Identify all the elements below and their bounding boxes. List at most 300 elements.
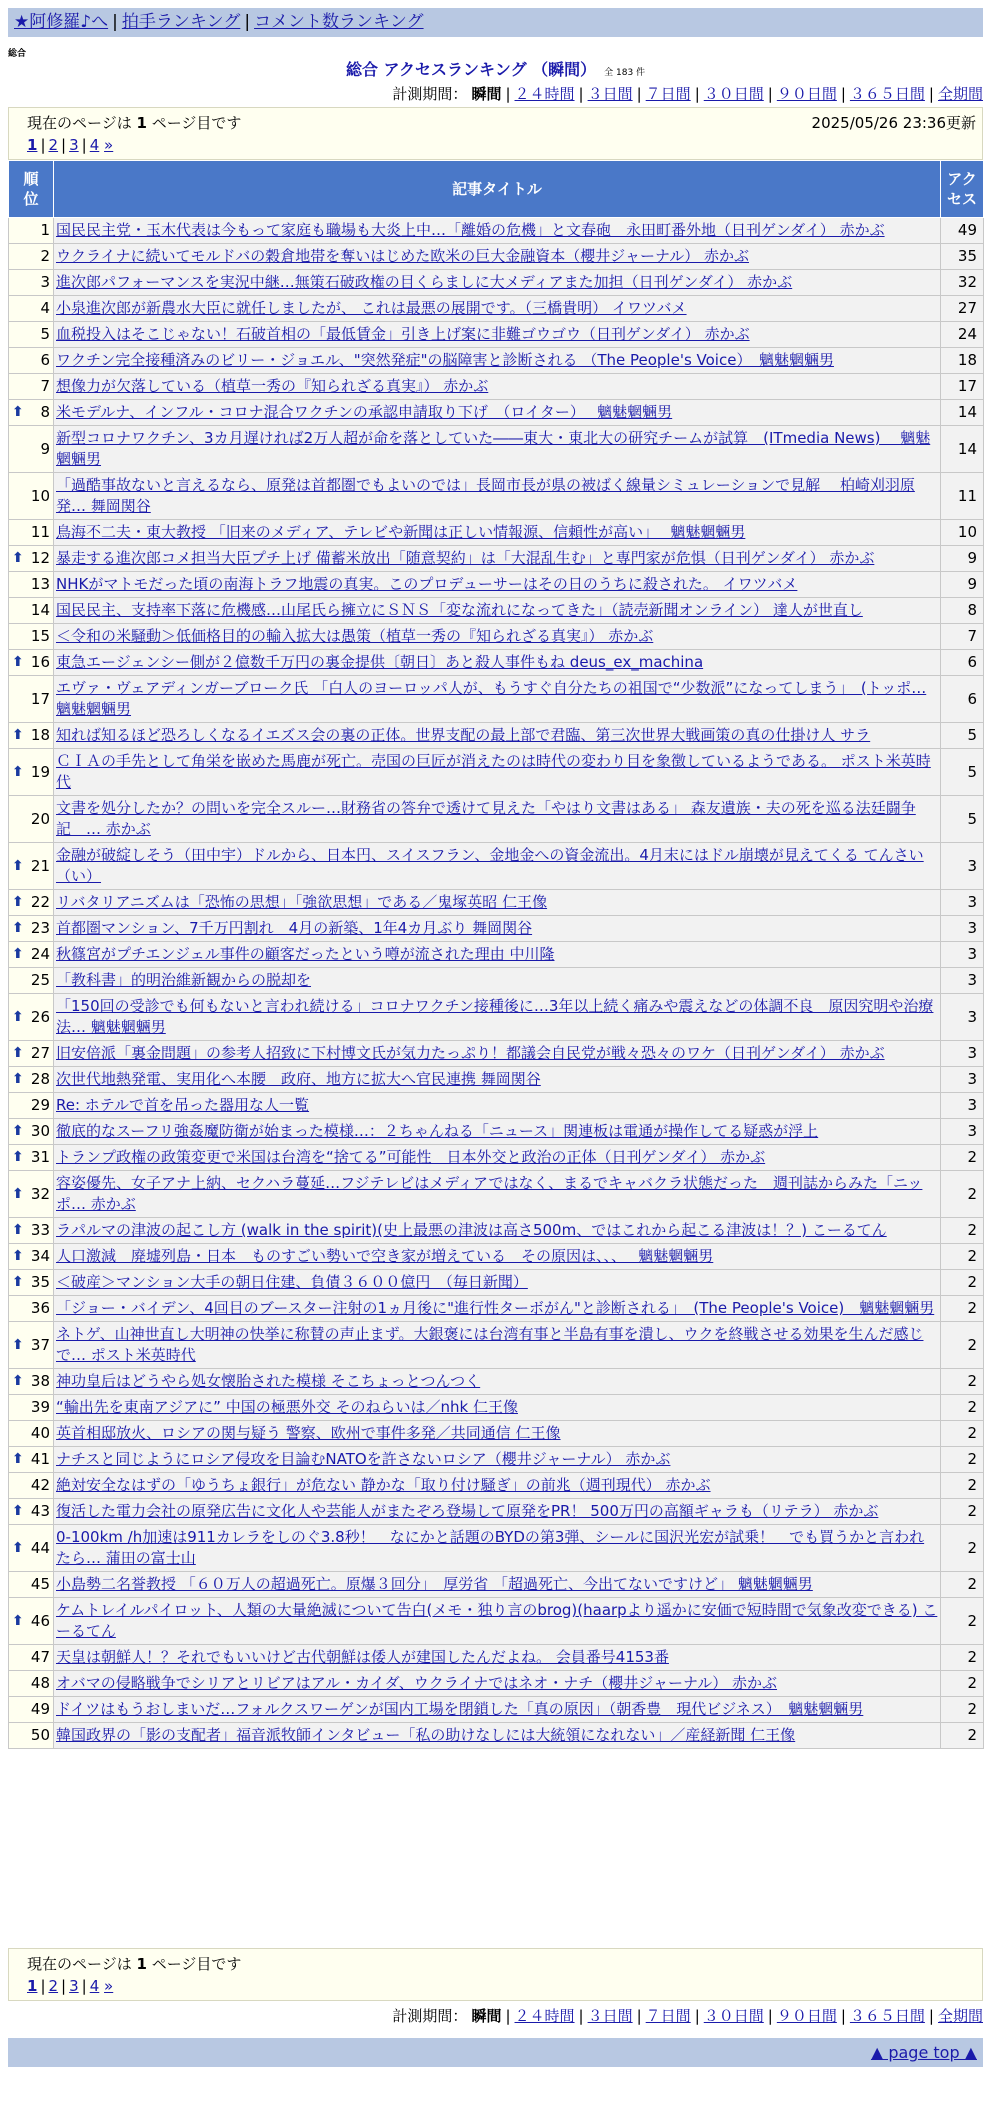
title-cell bbox=[54, 546, 941, 572]
rank-up-arrow-icon: ⬆ bbox=[12, 1248, 24, 1264]
period-selector-top bbox=[392, 84, 983, 104]
rank-up-arrow-icon: ⬆ bbox=[12, 1045, 24, 1061]
table-row bbox=[9, 1598, 984, 1645]
access-count: 2 bbox=[941, 1598, 984, 1645]
table-row bbox=[9, 624, 984, 650]
access-count: 3 bbox=[941, 1041, 984, 1067]
period-separator: | bbox=[840, 85, 846, 103]
title-cell bbox=[54, 1447, 941, 1473]
article-title-link[interactable]: 暴走する進次郎コメ担当大臣プチ上げ 備蓄米放出「随意契約」は「大混乱生む」と専門家が危惧（日刊ゲンダイ） 赤かぶ bbox=[56, 549, 875, 567]
access-count: 11 bbox=[941, 473, 984, 520]
rank-cell bbox=[9, 1244, 54, 1270]
rank-up-arrow-icon: ⬆ bbox=[12, 1539, 24, 1556]
article-title-link[interactable]: 米モデルナ、インフル・コロナ混合ワクチンの承認申請取り下げ （ロイター） 魑魅魍魎男 bbox=[56, 403, 673, 421]
article-title-link[interactable]: 血税投入はそこじゃない！石破首相の「最低賃金」引き上げ案に非難ゴウゴウ（日刊ゲンダイ） 赤かぶ bbox=[56, 325, 750, 343]
rank-number: 8 bbox=[40, 403, 50, 421]
period-option-link[interactable]: ９０日間 bbox=[776, 85, 837, 103]
title-cell bbox=[54, 890, 941, 916]
title-cell bbox=[54, 1723, 941, 1749]
rank-number: 1 bbox=[40, 221, 50, 239]
title-cell bbox=[54, 1067, 941, 1093]
article-title-link[interactable]: 天皇は朝鮮人！？それでもいいけど古代朝鮮は倭人が建国したんだよね。 会員番号4153番 bbox=[56, 1648, 669, 1666]
period-option-link[interactable]: ３日間 bbox=[587, 2007, 633, 2025]
table-row bbox=[9, 473, 984, 520]
rank-number: 30 bbox=[30, 1122, 50, 1140]
rank-number: 25 bbox=[30, 971, 50, 989]
rank-cell bbox=[9, 1171, 54, 1218]
pager-top bbox=[8, 107, 983, 160]
table-row bbox=[9, 296, 984, 322]
table-row bbox=[9, 1218, 984, 1244]
title-cell bbox=[54, 1499, 941, 1525]
page-top-link[interactable]: ▲ page top ▲ bbox=[870, 2043, 977, 2062]
title-cell bbox=[54, 624, 941, 650]
rank-cell bbox=[9, 843, 54, 890]
article-title-link[interactable]: 次世代地熱発電、実用化へ本腰 政府、地方に拡大へ官民連携 舞岡関谷 bbox=[56, 1070, 541, 1088]
title-cell bbox=[54, 1145, 941, 1171]
article-title-link[interactable]: 想像力が欠落している（植草一秀の『知られざる真実』） 赤かぶ bbox=[56, 377, 489, 395]
rank-cell bbox=[9, 650, 54, 676]
rank-number: 33 bbox=[30, 1221, 50, 1239]
article-title-link[interactable]: 秋篠宮がプチエンジェル事件の顧客だったという噂が流された理由 中川隆 bbox=[56, 945, 555, 963]
page-link[interactable]: 3 bbox=[69, 1977, 79, 1995]
page-separator: | bbox=[40, 1977, 46, 1995]
access-count: 2 bbox=[941, 1171, 984, 1218]
rank-number: 3 bbox=[40, 273, 50, 291]
title-cell bbox=[54, 1270, 941, 1296]
rank-number: 24 bbox=[30, 945, 50, 963]
rank-number: 49 bbox=[30, 1700, 50, 1718]
rank-up-arrow-icon: ⬆ bbox=[12, 1222, 24, 1238]
table-row bbox=[9, 1671, 984, 1697]
access-count: 2 bbox=[941, 1369, 984, 1395]
rank-number: 15 bbox=[30, 627, 50, 645]
rank-up-arrow-icon: ⬆ bbox=[12, 894, 24, 910]
title-cell bbox=[54, 1598, 941, 1645]
table-row bbox=[9, 244, 984, 270]
title-cell bbox=[54, 598, 941, 624]
rank-number: 44 bbox=[30, 1538, 50, 1557]
rank-cell bbox=[9, 520, 54, 546]
page-separator: | bbox=[61, 1977, 67, 1995]
page-link[interactable]: 4 bbox=[89, 136, 100, 154]
ranking-title: 総合 アクセスランキング （瞬間） bbox=[345, 60, 597, 79]
article-title-link[interactable]: ウクライナに続いてモルドバの穀倉地帯を奪いはじめた欧米の巨大金融資本（櫻井ジャーナル） 赤かぶ bbox=[56, 247, 749, 265]
table-row bbox=[9, 270, 984, 296]
article-title-link[interactable]: ケムトレイルパイロット、人類の大量絶滅について告白(メモ・独り言のbrog)(haarpより遥かに安価で短時間で気象改変できる) こーるてん bbox=[56, 1601, 938, 1640]
article-title-link[interactable]: ネトゲ、山神世直し大明神の快挙に称賛の声止まず。大銀褒には台湾有事と半島有事を潰し、ウクを終戦させる効果を生んだ感じで… ポスト米英時代 bbox=[56, 1325, 924, 1364]
updated-timestamp: 2025/05/26 23:36更新 bbox=[811, 114, 976, 132]
current-page-number: 1 bbox=[136, 114, 147, 132]
rank-up-arrow-icon: ⬆ bbox=[12, 857, 24, 874]
page-link-current[interactable]: 1 bbox=[27, 136, 38, 154]
period-option-link[interactable]: ３０日間 bbox=[703, 85, 764, 103]
rank-cell bbox=[9, 1697, 54, 1723]
article-title-link[interactable]: 絶対安全なはずの「ゆうちょ銀行」が危ない 静かな「取り付け騒ぎ」の前兆（週刊現代） 赤かぶ bbox=[56, 1476, 711, 1494]
article-title-link[interactable]: ナチスと同じようにロシア侵攻を目論むNATOを許さないロシア（櫻井ジャーナル） 赤かぶ bbox=[56, 1450, 671, 1468]
table-row bbox=[9, 916, 984, 942]
page-link[interactable]: 2 bbox=[48, 136, 59, 154]
access-count: 3 bbox=[941, 890, 984, 916]
rank-number: 45 bbox=[30, 1575, 50, 1593]
article-title-link[interactable]: 英首相邸放火、ロシアの関与疑う 警察、欧州で事件多発／共同通信 仁王像 bbox=[56, 1424, 561, 1442]
rank-number: 46 bbox=[30, 1611, 50, 1630]
period-option-link[interactable]: ３６５日間 bbox=[849, 85, 925, 103]
title-cell bbox=[54, 749, 941, 796]
article-title-link[interactable]: 小島勢二名誉教授 「６０万人の超過死亡。原爆３回分」 厚労省 「超過死亡、今出てないですけど」 魑魅魍魎男 bbox=[56, 1575, 813, 1593]
period-label: 計測期間： bbox=[392, 85, 468, 103]
period-option-link[interactable]: ９０日間 bbox=[776, 2007, 837, 2025]
article-title-link[interactable]: 「教科書」的明治維新観からの脱却を bbox=[56, 971, 312, 989]
rank-cell bbox=[9, 348, 54, 374]
table-row bbox=[9, 572, 984, 598]
article-title-link[interactable]: ラパルマの津波の起こし方 (walk in the spirit)(史上最悪の津波は高さ500m、ではこれから起こる津波は！？) こーるてん bbox=[56, 1221, 887, 1239]
rank-up-arrow-icon: ⬆ bbox=[12, 550, 24, 566]
access-count: 2 bbox=[941, 1296, 984, 1322]
table-row bbox=[9, 1525, 984, 1572]
ranking-table bbox=[8, 160, 984, 1749]
table-row bbox=[9, 1244, 984, 1270]
title-cell bbox=[54, 843, 941, 890]
page-separator: | bbox=[81, 1977, 87, 1995]
rank-cell bbox=[9, 1369, 54, 1395]
table-row bbox=[9, 1322, 984, 1369]
article-title-link[interactable]: 復活した電力会社の原発広告に文化人や芸能人がまたぞろ登場して原発をPR！ 500万円の高額ギャラも（リテラ） 赤かぶ bbox=[56, 1502, 879, 1520]
period-option-link[interactable]: ３日間 bbox=[587, 85, 633, 103]
table-row bbox=[9, 1145, 984, 1171]
access-count: 14 bbox=[941, 400, 984, 426]
table-row bbox=[9, 994, 984, 1041]
table-row bbox=[9, 890, 984, 916]
period-separator: | bbox=[694, 2007, 700, 2025]
rank-cell bbox=[9, 1322, 54, 1369]
article-title-link[interactable]: 旧安倍派「裏金問題」の参考人招致に下村博文氏が気力たっぷり！都議会自民党が戦々恐々のワケ（日刊ゲンダイ） 赤かぶ bbox=[56, 1044, 885, 1062]
period-separator: | bbox=[578, 85, 584, 103]
page-links bbox=[27, 136, 113, 154]
table-row bbox=[9, 749, 984, 796]
article-title-link[interactable]: エヴァ・ヴェアディンガーブローク氏 「白人のヨーロッパ人が、もうすぐ自分たちの祖国で“少数派”になってしまう」 (トッポ… 魑魅魍魎男 bbox=[56, 679, 927, 718]
rank-cell bbox=[9, 426, 54, 473]
article-title-link[interactable]: 小泉進次郎が新農水大臣に就任しましたが、 これは最悪の展開です。（三橋貴明） イワツバメ bbox=[56, 299, 687, 317]
home-link[interactable]: ★阿修羅♪へ bbox=[14, 12, 109, 32]
rank-cell bbox=[9, 723, 54, 749]
table-row bbox=[9, 1499, 984, 1525]
period-separator: | bbox=[928, 2007, 934, 2025]
comment-ranking-link[interactable]: コメント数ランキング bbox=[254, 12, 424, 32]
rank-cell bbox=[9, 942, 54, 968]
table-row bbox=[9, 1723, 984, 1749]
table-row bbox=[9, 968, 984, 994]
article-title-link[interactable]: ＣＩＡの手先として角栄を嵌めた馬鹿が死亡。売国の巨匠が消えたのは時代の変わり目を象徴しているようである。 ポスト米英時代 bbox=[56, 752, 931, 791]
pager-bottom bbox=[8, 1948, 983, 2001]
rank-number: 48 bbox=[30, 1674, 50, 1692]
rank-cell bbox=[9, 994, 54, 1041]
article-title-link[interactable]: ワクチン完全接種済みのビリー・ジョエル、"突然発症"の脳障害と診断される （The People's Voice） 魑魅魍魎男 bbox=[56, 351, 834, 369]
table-row bbox=[9, 1572, 984, 1598]
article-title-link[interactable]: 首都圏マンション、7千万円割れ 4月の新築、1年4カ月ぶり 舞岡関谷 bbox=[56, 919, 533, 937]
access-count: 2 bbox=[941, 1671, 984, 1697]
article-title-link[interactable]: ＜令和の米騒動＞低価格目的の輸入拡大は愚策（植草一秀の『知られざる真実』） 赤かぶ bbox=[56, 627, 654, 645]
period-option-link[interactable]: ３０日間 bbox=[703, 2007, 764, 2025]
rank-cell bbox=[9, 1067, 54, 1093]
page-link[interactable]: 3 bbox=[69, 136, 79, 154]
table-row bbox=[9, 374, 984, 400]
period-option-link[interactable]: ７日間 bbox=[645, 2007, 691, 2025]
rank-number: 28 bbox=[30, 1070, 50, 1088]
rank-number: 31 bbox=[30, 1148, 50, 1166]
rank-number: 14 bbox=[30, 601, 50, 619]
period-selector-bottom bbox=[392, 2006, 983, 2026]
table-row bbox=[9, 1119, 984, 1145]
rank-number: 7 bbox=[40, 377, 50, 395]
access-count: 17 bbox=[941, 374, 984, 400]
rank-cell bbox=[9, 1093, 54, 1119]
rank-up-arrow-icon: ⬆ bbox=[12, 727, 24, 743]
rank-cell bbox=[9, 374, 54, 400]
access-count: 2 bbox=[941, 1697, 984, 1723]
title-cell bbox=[54, 426, 941, 473]
table-row bbox=[9, 1171, 984, 1218]
period-separator: | bbox=[928, 85, 934, 103]
title-cell bbox=[54, 1473, 941, 1499]
access-count: 3 bbox=[941, 1119, 984, 1145]
rank-cell bbox=[9, 1525, 54, 1572]
access-count: 3 bbox=[941, 843, 984, 890]
article-title-link[interactable]: リバタリアニズムは「恐怖の思想」「強欲思想」である／鬼塚英昭 仁王像 bbox=[56, 893, 548, 911]
rank-up-arrow-icon: ⬆ bbox=[12, 1185, 24, 1202]
rank-cell bbox=[9, 624, 54, 650]
rank-cell bbox=[9, 1473, 54, 1499]
rank-up-arrow-icon: ⬆ bbox=[12, 1451, 24, 1467]
rank-cell bbox=[9, 796, 54, 843]
applause-ranking-link[interactable]: 拍手ランキング bbox=[121, 12, 241, 32]
access-count: 3 bbox=[941, 916, 984, 942]
rank-number: 35 bbox=[30, 1273, 50, 1291]
rank-cell bbox=[9, 598, 54, 624]
rank-up-arrow-icon: ⬆ bbox=[12, 1149, 24, 1165]
rank-up-arrow-icon: ⬆ bbox=[12, 763, 24, 780]
footer-bar bbox=[8, 2038, 983, 2067]
article-title-link[interactable]: ＜破産＞マンション大手の朝日住建、負債３６００億円 （毎日新聞） bbox=[56, 1273, 528, 1291]
access-count: 2 bbox=[941, 1499, 984, 1525]
period-separator: | bbox=[505, 85, 511, 103]
article-title-link[interactable]: 韓国政界の「影の支配者」福音派牧師インタビュー「私の助けなしには大統領になれない」／産経新聞 仁王像 bbox=[56, 1726, 796, 1744]
table-row bbox=[9, 1421, 984, 1447]
access-count: 3 bbox=[941, 942, 984, 968]
table-row bbox=[9, 348, 984, 374]
article-title-link[interactable]: オバマの侵略戦争でシリアとリビアはアル・カイダ、ウクライナではネオ・ナチ（櫻井ジャーナル） 赤かぶ bbox=[56, 1674, 778, 1692]
table-row bbox=[9, 650, 984, 676]
header-rank bbox=[9, 161, 54, 218]
period-separator: | bbox=[636, 85, 642, 103]
article-title-link[interactable]: 金融が破綻しそう（田中宇）ドルから、日本円、スイスフラン、金地金への資金流出。4月末にはドル崩壊が見えてくる てんさい（い） bbox=[56, 846, 924, 885]
table-row bbox=[9, 598, 984, 624]
period-option-link[interactable]: ３６５日間 bbox=[849, 2007, 925, 2025]
rank-cell bbox=[9, 244, 54, 270]
title-cell bbox=[54, 322, 941, 348]
article-title-link[interactable]: ドイツはもうおしまいだ…フォルクスワーゲンが国内工場を閉鎖した「真の原因」（朝香豊 現代ビジネス） 魑魅魍魎男 bbox=[56, 1700, 864, 1718]
table-row bbox=[9, 1369, 984, 1395]
title-cell bbox=[54, 968, 941, 994]
article-title-link[interactable]: 文書を処分したか？の問いを完全スルー…財務省の答弁で透けて見えた「やはり文書はある」 森友遺族・夫の死を巡る法廷闘争記 … 赤かぶ bbox=[56, 799, 916, 838]
page-separator: | bbox=[81, 136, 87, 154]
table-row bbox=[9, 1395, 984, 1421]
table-row bbox=[9, 520, 984, 546]
article-title-link[interactable]: 国民民主党・玉木代表は今もって家庭も職場も大炎上中…「離婚の危機」と文春砲 永田町番外地（日刊ゲンダイ） 赤かぶ bbox=[56, 221, 885, 239]
title-cell bbox=[54, 520, 941, 546]
rank-up-arrow-icon: ⬆ bbox=[12, 1503, 24, 1519]
page-separator: | bbox=[61, 136, 67, 154]
access-count: 18 bbox=[941, 348, 984, 374]
access-count: 10 bbox=[941, 520, 984, 546]
title-cell bbox=[54, 796, 941, 843]
rank-number: 37 bbox=[30, 1335, 50, 1354]
nav-separator: | bbox=[244, 12, 251, 32]
page-links bbox=[27, 1977, 113, 1995]
rank-up-arrow-icon: ⬆ bbox=[12, 654, 24, 670]
rank-number: 19 bbox=[30, 762, 50, 781]
ranking-count: 全 183 件 bbox=[604, 68, 646, 78]
access-count: 7 bbox=[941, 624, 984, 650]
title-cell bbox=[54, 1421, 941, 1447]
title-cell bbox=[54, 1525, 941, 1572]
article-title-link[interactable]: 徹底的なスーフリ強姦魔防衛が始まった模様…：２ちゃんねる「ニュース」関連板は電通が操作してる疑惑が浮上 bbox=[56, 1122, 819, 1140]
rank-up-arrow-icon: ⬆ bbox=[12, 404, 24, 420]
article-title-link[interactable]: 「過酷事故ないと言えるなら、原発は首都圏でもよいのでは」長岡市長が県の被ばく線量シミュレーションで見解 柏崎刈羽原発… 舞岡関谷 bbox=[56, 476, 915, 515]
table-row bbox=[9, 676, 984, 723]
table-header-row bbox=[9, 161, 984, 218]
rank-cell bbox=[9, 546, 54, 572]
title-cell bbox=[54, 1645, 941, 1671]
article-title-link[interactable]: 新型コロナワクチン、3カ月遅ければ2万人超が命を落としていた――東大・東北大の研究チームが試算 (ITmedia News) 魑魅魍魎男 bbox=[56, 429, 931, 468]
rank-cell bbox=[9, 676, 54, 723]
current-page-text bbox=[27, 1953, 241, 1974]
page-link-current[interactable]: 1 bbox=[27, 1977, 38, 1995]
rank-number: 36 bbox=[30, 1299, 50, 1317]
period-option-link[interactable]: ７日間 bbox=[645, 85, 691, 103]
rank-cell bbox=[9, 916, 54, 942]
article-title-link[interactable]: 「150回の受診でも何もないと言われ続ける」コロナワクチン接種後に…3年以上続く痛みや震えなどの体調不良 原因究明や治療法… 魑魅魍魎男 bbox=[56, 997, 934, 1036]
title-cell bbox=[54, 1093, 941, 1119]
rank-cell bbox=[9, 1572, 54, 1598]
rank-number: 23 bbox=[30, 919, 50, 937]
rank-cell bbox=[9, 218, 54, 244]
table-row bbox=[9, 1296, 984, 1322]
page-link[interactable]: 2 bbox=[48, 1977, 59, 1995]
article-title-link[interactable]: 0-100km /h加速は911カレラをしのぐ3.8秒！ なにかと話題のBYDの第3弾、シールに国沢光宏が試乗！ でも買うかと言われたら… 蒲田の富士山 bbox=[56, 1528, 925, 1567]
page-link[interactable]: » bbox=[104, 136, 114, 154]
title-cell bbox=[54, 1119, 941, 1145]
ranking-table-body bbox=[9, 218, 984, 1749]
article-title-link[interactable]: 知れば知るほど恐ろしくなるイエズス会の裏の正体。世界支配の最上部で君臨、第三次世界大戦画策の真の仕掛け人 サラ bbox=[56, 726, 871, 744]
rank-number: 34 bbox=[30, 1247, 50, 1265]
period-separator: | bbox=[505, 2007, 511, 2025]
table-row bbox=[9, 1447, 984, 1473]
table-row bbox=[9, 546, 984, 572]
table-row bbox=[9, 400, 984, 426]
rank-number: 43 bbox=[30, 1502, 50, 1520]
rank-number: 9 bbox=[40, 439, 50, 458]
article-title-link[interactable]: Re: ホテルで首を吊った器用な人一覧 bbox=[56, 1096, 310, 1114]
rank-cell bbox=[9, 400, 54, 426]
page-link[interactable]: » bbox=[104, 1977, 114, 1995]
title-cell bbox=[54, 723, 941, 749]
table-row bbox=[9, 1067, 984, 1093]
period-option-link[interactable]: ２４時間 bbox=[514, 85, 575, 103]
page-link[interactable]: 4 bbox=[89, 1977, 100, 1995]
title-cell bbox=[54, 1369, 941, 1395]
rank-number: 26 bbox=[30, 1007, 50, 1026]
rank-cell bbox=[9, 270, 54, 296]
section-label: 総合 bbox=[8, 49, 27, 59]
current-page-post: ページ目です bbox=[151, 1955, 242, 1973]
article-title-link[interactable]: NHKがマトモだった頃の南海トラフ地震の真実。このプロデューサーはその日のうちに殺された。 イワツバメ bbox=[56, 575, 798, 593]
table-row bbox=[9, 1645, 984, 1671]
article-title-link[interactable]: トランプ政権の政策変更で米国は台湾を“捨てる”可能性 日本外交と政治の正体（日刊ゲンダイ） 赤かぶ bbox=[56, 1148, 766, 1166]
rank-number: 32 bbox=[30, 1184, 50, 1203]
article-title-link[interactable]: 容姿優先、女子アナ上納、セクハラ蔓延…フジテレビはメディアではなく、まるでキャバクラ状態だった 週刊誌からみた「ニッポ… 赤かぶ bbox=[56, 1174, 923, 1213]
access-count: 32 bbox=[941, 270, 984, 296]
article-title-link[interactable]: 「ジョー・バイデン、4回目のブースター注射の1ヵ月後に"進行性ターボがん"と診断される」 (The People's Voice) 魑魅魍魎男 bbox=[56, 1299, 935, 1317]
rank-number: 13 bbox=[30, 575, 50, 593]
article-title-link[interactable]: “輸出先を東南アジアに” 中国の極悪外交 そのねらいは／nhk 仁王像 bbox=[56, 1398, 518, 1416]
article-title-link[interactable]: 鳥海不二夫・東大教授 「旧来のメディア、テレビや新聞は正しい情報源、信頼性が高い」 魑魅魍魎男 bbox=[56, 523, 746, 541]
rank-number: 12 bbox=[30, 549, 50, 567]
article-title-link[interactable]: 神功皇后はどうやら処女懐胎された模様 そこちょっとつんつく bbox=[56, 1372, 481, 1390]
period-option-link[interactable]: ２４時間 bbox=[514, 2007, 575, 2025]
table-row bbox=[9, 1697, 984, 1723]
article-title-link[interactable]: 進次郎パフォーマンスを実況中継…無策石破政権の目くらましに大メディアまた加担（日刊ゲンダイ） 赤かぶ bbox=[56, 273, 793, 291]
access-count: 2 bbox=[941, 1421, 984, 1447]
rank-cell bbox=[9, 1447, 54, 1473]
table-row bbox=[9, 1473, 984, 1499]
period-option-link[interactable]: 全期間 bbox=[937, 85, 983, 103]
title-cell bbox=[54, 270, 941, 296]
title-cell bbox=[54, 244, 941, 270]
period-option-link[interactable]: 全期間 bbox=[937, 2007, 983, 2025]
access-count: 6 bbox=[941, 676, 984, 723]
rank-number: 16 bbox=[30, 653, 50, 671]
title-cell bbox=[54, 473, 941, 520]
access-count: 24 bbox=[941, 322, 984, 348]
access-count: 3 bbox=[941, 1093, 984, 1119]
title-cell bbox=[54, 374, 941, 400]
access-count: 5 bbox=[941, 749, 984, 796]
rank-cell bbox=[9, 1598, 54, 1645]
access-count: 2 bbox=[941, 1322, 984, 1369]
header-access bbox=[941, 161, 984, 218]
table-row bbox=[9, 218, 984, 244]
article-title-link[interactable]: 東急エージェンシー側が２億数千万円の裏金提供〔朝日〕あと殺人事件もね deus_ex_machina bbox=[56, 653, 704, 671]
current-page-post: ページ目です bbox=[151, 114, 242, 132]
rank-cell bbox=[9, 1145, 54, 1171]
article-title-link[interactable]: 国民民主、支持率下落に危機感…山尾氏ら擁立にＳＮＳ「変な流れになってきた」（読売新聞オンライン） 達人が世直し bbox=[56, 601, 863, 619]
title-cell bbox=[54, 650, 941, 676]
rank-cell bbox=[9, 1645, 54, 1671]
rank-cell bbox=[9, 296, 54, 322]
rank-number: 27 bbox=[30, 1044, 50, 1062]
table-row bbox=[9, 1270, 984, 1296]
access-count: 2 bbox=[941, 1525, 984, 1572]
title-cell bbox=[54, 1572, 941, 1598]
page-separator: | bbox=[40, 136, 46, 154]
access-count: 2 bbox=[941, 1218, 984, 1244]
table-row bbox=[9, 1041, 984, 1067]
access-count: 2 bbox=[941, 1447, 984, 1473]
access-count: 49 bbox=[941, 218, 984, 244]
article-title-link[interactable]: 人口激減 廃墟列島・日本 ものすごい勢いで空き家が増えている その原因は、、、 魑魅魍魎男 bbox=[56, 1247, 714, 1265]
rank-cell bbox=[9, 322, 54, 348]
